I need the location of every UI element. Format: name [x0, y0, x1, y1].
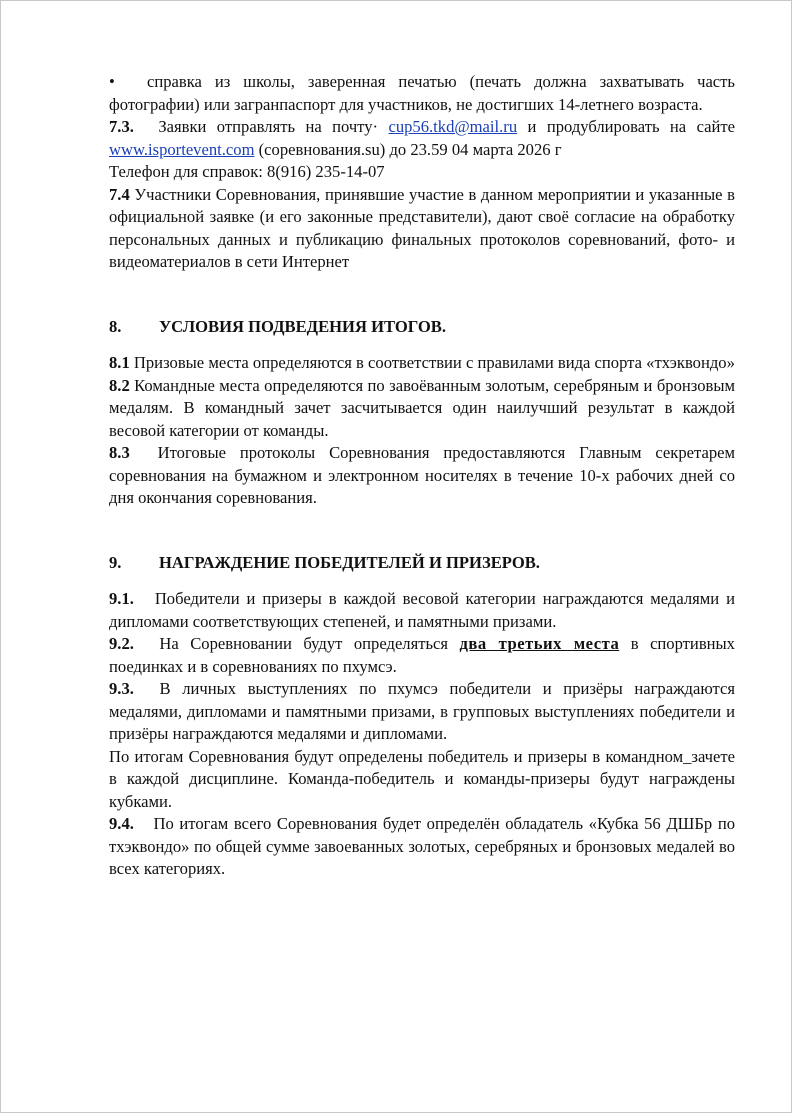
paragraph-text: Командные места определяются по завоёванным золотым, серебряным и бронзовым медалям. В командный зачет засчитывается один наилучший результат в каждой весовой категории от команды. — [109, 375, 735, 440]
paragraph-text: В личных выступлениях по пхумсэ победители и призёры награждаются медалями, дипломами и памятными призами, в групповых выступлениях победители и призёры награждаются медалями и дипломами. — [109, 679, 735, 743]
document-body — [109, 71, 735, 881]
heading-number: 9. — [109, 552, 122, 572]
paragraph-text: По итогам всего Соревнования будет определён обладатель «Кубка 56 ДШБр по тхэквондо» по общей сумме завоеванных золотых, серебряных и бронзовых медалей во всех категориях. — [109, 814, 735, 878]
emphasized-text: два третьих места — [459, 634, 620, 653]
paragraph-9-1 — [109, 588, 735, 633]
paragraph-text: и продублировать на сайте — [527, 117, 736, 136]
paragraph-number: 9.3. — [109, 679, 134, 698]
email-link[interactable]: cup56.tkd@mail.ru — [388, 117, 518, 136]
paragraph-text: Заявки отправлять на почту· — [158, 117, 379, 136]
bullet-text: справка из школы, заверенная печатью (печать должна захватывать часть фотографии) или загранпаспорт для участников, не достигших 14-летнего возраста. — [109, 72, 735, 114]
website-link[interactable]: www.isportevent.com — [109, 139, 255, 159]
paragraph-9-3 — [109, 678, 735, 746]
paragraph-7-4 — [109, 184, 735, 274]
paragraph-number: 8.2 — [109, 375, 130, 395]
paragraph-8-2 — [109, 375, 735, 443]
heading-title: УСЛОВИЯ ПОДВЕДЕНИЯ ИТОГОВ. — [159, 316, 447, 336]
paragraph-text: На Соревновании будут определяться — [159, 634, 449, 653]
bullet-item — [109, 71, 735, 116]
paragraph-9-3-continued: По итогам Соревнования будут определены победитель и призеры в командном_зачете в каждой дисциплине. Команда-победитель и команды-призеры будут награждены кубками. — [109, 746, 735, 811]
paragraph-text: (соревнования.su) до 23.59 04 марта 2026 г — [258, 139, 562, 159]
paragraph-number: 8.1 — [109, 353, 130, 372]
paragraph-number: 9.1. — [109, 589, 134, 608]
paragraph-8-3 — [109, 442, 735, 510]
section-heading-9 — [109, 552, 735, 575]
paragraph-text: Призовые места определяются в соответствии с правилами вида спорта «тхэквондо» — [133, 353, 735, 372]
paragraph-number: 7.3. — [109, 117, 134, 136]
paragraph-text: в спортивных поединках и в соревнованиях по пхумсэ. — [109, 634, 735, 676]
paragraph-number: 8.3 — [109, 443, 130, 462]
paragraph-7-3 — [109, 116, 735, 161]
heading-number: 8. — [109, 316, 122, 336]
paragraph-9-2 — [109, 633, 735, 678]
bullet-symbol: • — [109, 72, 115, 91]
paragraph-text: Итоговые протоколы Соревнования предоставляются Главным секретарем соревнования на бумажном и электронном носителях в течение 10-х рабочих дней со дня окончания соревнования. — [109, 443, 735, 507]
paragraph-8-1 — [109, 352, 735, 375]
paragraph-number: 9.2. — [109, 634, 134, 653]
paragraph-9-4 — [109, 813, 735, 881]
heading-title: НАГРАЖДЕНИЕ ПОБЕДИТЕЛЕЙ И ПРИЗЕРОВ. — [159, 552, 540, 572]
paragraph-text: Участники Соревнования, принявшие участие в данном мероприятии и указанные в официальной заявке (и его законные представители), дают своё согласие на обработку персональных данных и публикацию финальных протоколов соревнований, фото- и видеоматериалов в сети Интернет — [109, 184, 735, 271]
paragraph-number: 7.4 — [109, 184, 130, 204]
paragraph-text: Победители и призеры в каждой весовой категории награждаются медалями и дипломами соответствующих степеней, и памятными призами. — [109, 589, 735, 631]
section-heading-8 — [109, 316, 735, 339]
phone-line: Телефон для справок: 8(916) 235-14-07 — [109, 162, 385, 181]
paragraph-number: 9.4. — [109, 814, 134, 833]
